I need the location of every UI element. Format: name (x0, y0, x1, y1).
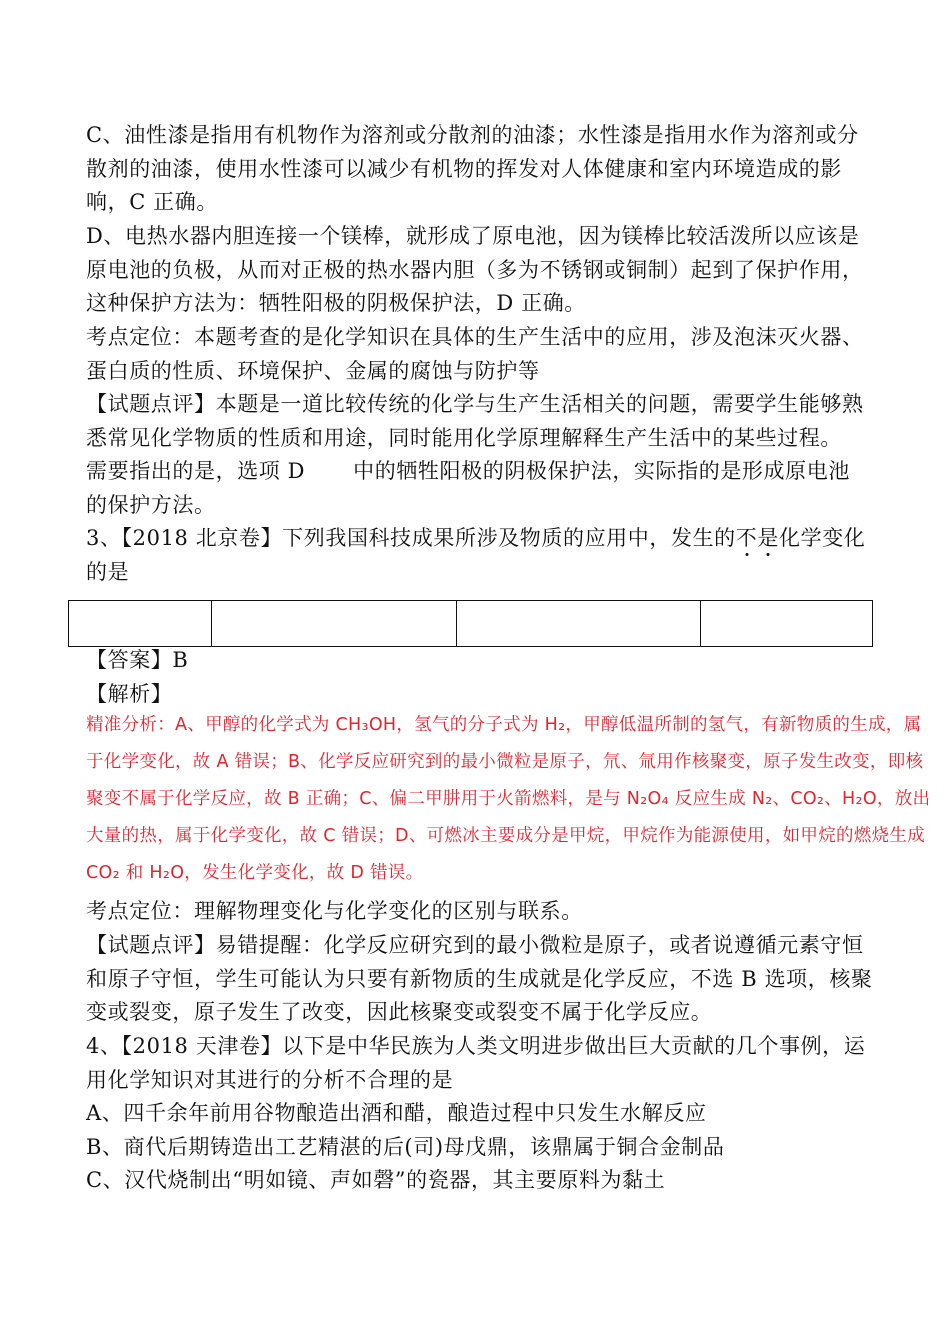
text-line: 原电池的负极，从而对正极的热水器内胆（多为不锈钢或铜制）起到了保护作用， (86, 257, 864, 282)
comment-2 (86, 929, 873, 1030)
question-3-options-table (68, 600, 873, 647)
text-line: 悉常见化学物质的性质和用途，同时能用化学原理解释生产生活中的某些过程。 (86, 425, 842, 450)
text-line: CO₂ 和 H₂O，发生化学变化，故 D 错误。 (86, 863, 424, 883)
text-line: 于化学变化，故 A 错误；B、化学反应研究到的最小微粒是原子，氘、氚用作核聚变，原子发生改变，即核 (86, 752, 924, 772)
table-cell (701, 601, 873, 647)
option-d-explanation (86, 220, 866, 321)
text-line: 用化学知识对其进行的分析不合理的是 (86, 1067, 454, 1092)
exam-point-1 (86, 321, 866, 388)
text-line: 大量的热，属于化学变化，故 C 错误；D、可燃冰主要成分是甲烷，甲烷作为能源使用，如甲烷的燃烧生成 (86, 826, 926, 846)
text-line: 响，C 正确。 (86, 190, 218, 214)
text-line: 这种保护方法为：牺牲阳极的阴极保护法，D 正确。 (86, 291, 586, 315)
exam-point-2 (86, 895, 866, 929)
text-line: 【试题点评】本题是一道比较传统的化学与生产生活相关的问题，需要学生能够熟 (86, 392, 864, 416)
text-span: 需要指出的是，选项 D (86, 459, 306, 483)
text-line: 4、【2018 天津卷】以下是中华民族为人类文明进步做出巨大贡献的几个事例，运 (86, 1034, 866, 1058)
option-c-explanation (86, 119, 866, 220)
text-line: 聚变不属于化学反应，故 B 正确；C、偏二甲肼用于火箭燃料，是与 N₂O₄ 反应生成 N₂、CO₂、H₂O，放出 (86, 789, 931, 809)
text-line: 的保护方法。 (86, 492, 216, 517)
text-span: 化学变化 (779, 526, 866, 550)
answer-label: 【答案】B (86, 648, 189, 672)
table-cell (212, 601, 457, 647)
text-line: 和原子守恒，学生可能认为只要有新物质的生成就是化学反应，不选 B 选项，核聚 (86, 966, 873, 991)
text-span: 中的牺牲阳极的阴极保护法，实际指的是形成原电池 (353, 459, 850, 483)
answer-block (86, 644, 866, 711)
table-cell (69, 601, 212, 647)
text-line (86, 455, 866, 489)
text-line: 变或裂变，原子发生了改变，因此核聚变或裂变不属于化学反应。 (86, 1000, 713, 1024)
text-line: 散剂的油漆，使用水性漆可以减少有机物的挥发对人体健康和室内环境造成的影 (86, 156, 842, 181)
option-a: A、四千余年前用谷物酿造出酒和醋，酿造过程中只发生水解反应 (86, 1101, 707, 1125)
question-3-stem (86, 522, 866, 589)
text-line: 蛋白质的性质、环境保护、金属的腐蚀与防护等 (86, 358, 540, 383)
emphasis-char: 是 (757, 526, 779, 550)
table-cell (457, 601, 701, 647)
comment-1 (86, 388, 866, 522)
text-line: 的是 (86, 559, 130, 584)
analysis-text (86, 707, 931, 892)
text-span: 3、【2018 北京卷】下列我国科技成果所涉及物质的应用中，发生的 (86, 526, 736, 550)
text-line (86, 522, 866, 556)
text-line: C、油性漆是指用有机物作为溶剂或分散剂的油漆；水性漆是指用水作为溶剂或分 (86, 123, 859, 147)
question-4 (86, 1030, 866, 1198)
text-line: 考点定位：理解物理变化与化学变化的区别与联系。 (86, 899, 583, 923)
option-b: B、商代后期铸造出工艺精湛的后(司)母戊鼎，该鼎属于铜合金制品 (86, 1134, 725, 1159)
text-line: 考点定位：本题考查的是化学知识在具体的生产生活中的应用，涉及泡沫灭火器、 (86, 325, 864, 349)
emphasis-char: 不 (735, 526, 758, 550)
text-line: 精准分析：A、甲醇的化学式为 CH₃OH，氢气的分子式为 H₂，甲醇低温所制的氢气，有新物质的生成，属 (86, 715, 922, 735)
option-c: C、汉代烧制出“明如镜、声如磬”的瓷器，其主要原料为黏土 (86, 1168, 666, 1192)
analysis-label: 【解析】 (86, 681, 173, 706)
text-line: D、电热水器内胆连接一个镁棒，就形成了原电池，因为镁棒比较活泼所以应该是 (86, 224, 860, 248)
text-line: 【试题点评】易错提醒：化学反应研究到的最小微粒是原子，或者说遵循元素守恒 (86, 933, 864, 957)
